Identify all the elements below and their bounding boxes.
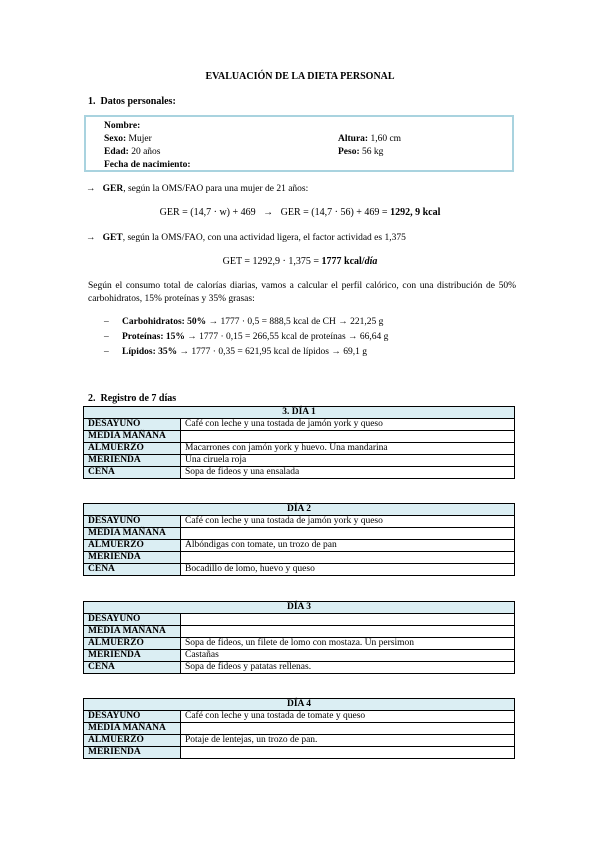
peso-value: 56 kg (362, 147, 384, 157)
day-4-table (83, 698, 515, 759)
edad-label: Edad: (104, 147, 129, 157)
ger-formula-b: GER = (14,7 · 56) + 469 = (280, 207, 391, 218)
day-title: 3. DÍA 1 (84, 407, 515, 419)
ger-label: GER (102, 184, 124, 194)
fecha-line (104, 159, 191, 172)
fecha-label: Fecha de nacimiento: (104, 160, 191, 170)
meal-label: DESAYUNO (84, 516, 181, 528)
table-row (84, 735, 515, 747)
nombre-line (104, 120, 140, 133)
table-row (84, 552, 515, 564)
meal-food (181, 723, 515, 735)
table-row (84, 528, 515, 540)
table-row (84, 638, 515, 650)
table-row (84, 540, 515, 552)
peso-label: Peso: (338, 147, 360, 157)
table-row (84, 662, 515, 674)
meal-label: MERIENDA (84, 650, 181, 662)
table-row (84, 431, 515, 443)
meal-food: Café con leche y una tostada de jamón york y queso (181, 419, 515, 431)
peso-line (338, 146, 383, 159)
macro-text (122, 347, 367, 357)
dash-mark: – (104, 332, 109, 342)
table-row (84, 455, 515, 467)
meal-label: ALMUERZO (84, 638, 181, 650)
get-text: , según la OMS/FAO, con una actividad ligera, el factor actividad es 1,375 (122, 233, 406, 243)
meal-food: Una ciruela roja (181, 455, 515, 467)
ger-line (86, 184, 308, 194)
get-line (86, 233, 406, 243)
meal-food: Sopa de fideos y patatas rellenas. (181, 662, 515, 674)
macro-text (122, 317, 383, 327)
edad-value: 20 años (131, 147, 161, 157)
macro-label: Carbohidratos: 50% (122, 317, 207, 327)
table-row (84, 419, 515, 431)
meal-food: Macarrones con jamón york y huevo. Una mandarina (181, 443, 515, 455)
dash-mark: – (104, 347, 109, 357)
meal-label: CENA (84, 467, 181, 479)
sexo-line (104, 133, 152, 146)
arrow-icon: → (187, 332, 197, 342)
arrow-icon: → (179, 347, 190, 357)
meal-label: CENA (84, 564, 181, 576)
meal-food (181, 431, 515, 443)
macro-value: 1777 · 0,35 = 621,95 kcal de lípidos → 69,1 g (191, 347, 367, 357)
get-unit: día (364, 256, 378, 267)
section-1-number: 1. (88, 96, 96, 107)
table-row (84, 650, 515, 662)
personal-data-box (84, 115, 514, 172)
section-1-label: Datos personales: (100, 96, 176, 107)
meal-label: DESAYUNO (84, 711, 181, 723)
section-2-number: 2. (88, 393, 96, 404)
meal-food (181, 552, 515, 564)
meal-food (181, 747, 515, 759)
nombre-label: Nombre: (104, 121, 141, 131)
ger-text: , según la OMS/FAO para una mujer de 21 años: (123, 184, 309, 194)
macro-label: Lípidos: 35% (122, 347, 178, 357)
meal-label: ALMUERZO (84, 443, 181, 455)
section-1-heading (88, 96, 176, 107)
day-1-table (83, 406, 515, 479)
ger-formula-a: GER = (14,7 · w) + 469 (159, 207, 256, 218)
meal-food: Bocadillo de lomo, huevo y queso (181, 564, 515, 576)
meal-food: Café con leche y una tostada de tomate y queso (181, 711, 515, 723)
table-row (84, 614, 515, 626)
ger-formula (0, 207, 600, 218)
table-row (84, 564, 515, 576)
meal-label: CENA (84, 662, 181, 674)
dash-mark: – (104, 317, 109, 327)
table-row (84, 747, 515, 759)
macro-label: Proteínas: 15% (122, 332, 185, 342)
macro-text (122, 332, 388, 342)
day-title: DÍA 3 (84, 602, 515, 614)
meal-label: ALMUERZO (84, 540, 181, 552)
arrow-icon: → (263, 207, 274, 218)
calorie-paragraph: Según el consumo total de calorías diarias, vamos a calcular el perfil calórico, con una distribución de 50% carbohidratos, 15% proteínas y 35% grasas: (88, 281, 516, 304)
table-row (84, 723, 515, 735)
sexo-label: Sexo: (104, 134, 127, 144)
meal-label: MEDIA MAÑANA (84, 431, 181, 443)
get-formula-text: GET = 1292,9 · 1,375 = (222, 256, 322, 267)
macro-value: 1777 · 0,5 = 888,5 kcal de CH → 221,25 g (220, 317, 384, 327)
altura-label: Altura: (338, 134, 369, 144)
get-formula (0, 256, 600, 267)
table-row (84, 467, 515, 479)
meal-food (181, 614, 515, 626)
meal-food (181, 528, 515, 540)
table-row (84, 626, 515, 638)
meal-label: MEDIA MAÑANA (84, 626, 181, 638)
day-title: DÍA 2 (84, 504, 515, 516)
ger-result: 1292, 9 kcal (390, 207, 441, 218)
meal-label: MERIENDA (84, 747, 181, 759)
sexo-value: Mujer (128, 134, 152, 144)
get-label: GET (102, 233, 123, 243)
day-2-table (83, 503, 515, 576)
meal-label: MEDIA MAÑANA (84, 528, 181, 540)
meal-label: ALMUERZO (84, 735, 181, 747)
meal-label: MERIENDA (84, 552, 181, 564)
get-result: 1777 kcal/ (321, 256, 365, 267)
arrow-icon: → (208, 317, 219, 327)
edad-line (104, 146, 161, 159)
meal-food: Albóndigas con tomate, un trozo de pan (181, 540, 515, 552)
meal-food: Castañas (181, 650, 515, 662)
meal-food: Potaje de lentejas, un trozo de pan. (181, 735, 515, 747)
document-title: EVALUACIÓN DE LA DIETA PERSONAL (205, 71, 395, 82)
meal-food: Sopa de fideos y una ensalada (181, 467, 515, 479)
meal-food: Sopa de fideos, un filete de lomo con mostaza. Un persimon (181, 638, 515, 650)
table-row (84, 443, 515, 455)
meal-food: Café con leche y una tostada de jamón york y queso (181, 516, 515, 528)
altura-line (338, 133, 401, 146)
table-row (84, 516, 515, 528)
macro-value: 1777 · 0,15 = 266,55 kcal de proteínas → 66,64 g (199, 332, 389, 342)
day-3-table (83, 601, 515, 674)
section-2-heading (88, 393, 176, 404)
arrow-icon: → (86, 184, 96, 194)
day-title: DÍA 4 (84, 699, 515, 711)
meal-label: MERIENDA (84, 455, 181, 467)
arrow-icon: → (86, 233, 96, 243)
meal-food (181, 626, 515, 638)
meal-label: DESAYUNO (84, 419, 181, 431)
altura-value: 1,60 cm (370, 134, 402, 144)
meal-label: MEDIA MAÑANA (84, 723, 181, 735)
table-row (84, 711, 515, 723)
meal-label: DESAYUNO (84, 614, 181, 626)
section-2-label: Registro de 7 días (100, 393, 177, 404)
